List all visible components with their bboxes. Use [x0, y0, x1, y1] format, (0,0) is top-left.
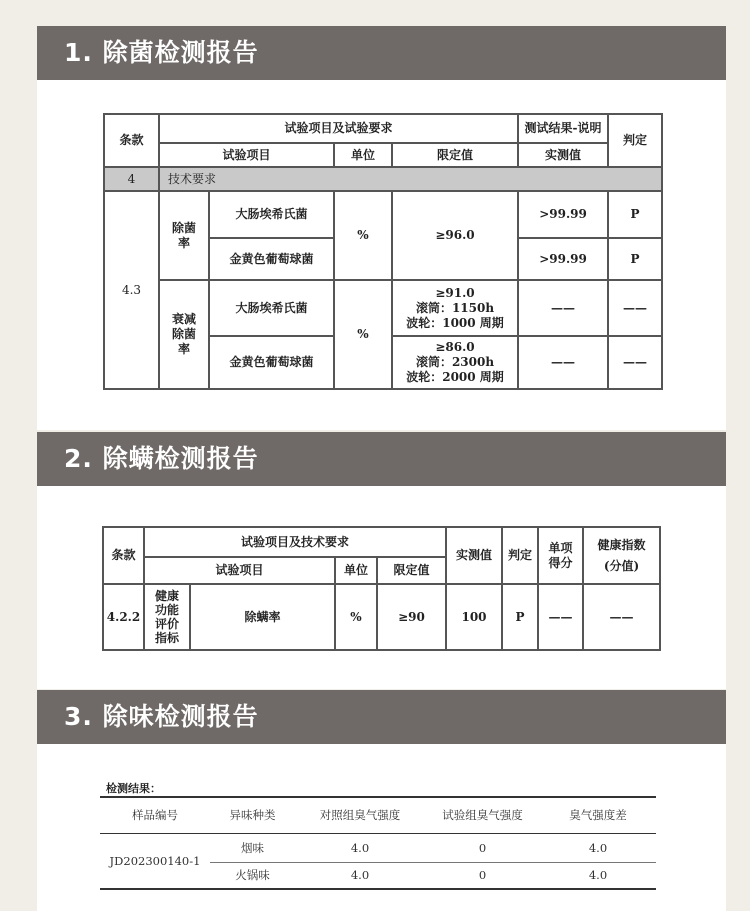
tech-requirement: 技术要求 — [159, 167, 662, 191]
header-clause: 条款 — [104, 114, 159, 167]
mite-score: —— — [538, 584, 583, 650]
header-test-item: 试验项目 — [159, 143, 334, 167]
mite-header-unit: 单位 — [335, 557, 377, 584]
odor-header-sample: 样品编号 — [132, 808, 178, 823]
odor-header-control: 对照组臭气强度 — [319, 808, 401, 823]
mite-limit: ≥90 — [377, 584, 446, 650]
mite-health-index: —— — [583, 584, 660, 650]
odor-control-1: 4.0 — [350, 840, 370, 855]
mite-clause: 4.2.2 — [103, 584, 144, 650]
section2-title: 2. 除螨检测报告 — [37, 432, 726, 486]
mite-unit: % — [335, 584, 377, 650]
section1-title: 1. 除菌检测报告 — [37, 26, 726, 80]
group1-measured-2: >99.99 — [518, 238, 608, 280]
mite-header-verdict: 判定 — [502, 527, 538, 584]
group2-verdict-1: —— — [608, 280, 662, 336]
header-measured: 实测值 — [518, 143, 608, 167]
limit-pulsator: 波轮：2000 周期 — [406, 370, 504, 384]
group1-label: 除菌率 — [159, 191, 209, 280]
odor-type-2: 火锅味 — [235, 868, 270, 883]
group2-limit-1 — [392, 280, 518, 336]
odor-test-1: 0 — [478, 840, 487, 855]
mite-category: 健康功能评价指标 — [144, 584, 190, 650]
header-result-desc: 测试结果-说明 — [518, 114, 608, 143]
mite-header-measured: 实测值 — [446, 527, 502, 584]
sterilization-table — [103, 113, 663, 390]
limit-value: ≥86.0 — [435, 340, 475, 354]
header-unit: 单位 — [334, 143, 392, 167]
tech-clause: 4 — [104, 167, 159, 191]
clause-4-3: 4.3 — [104, 191, 159, 389]
header-items-req: 试验项目及试验要求 — [159, 114, 518, 143]
odor-header-type: 异味种类 — [229, 808, 276, 823]
limit-pulsator: 波轮：1000 周期 — [406, 315, 504, 330]
mite-header-test-item: 试验项目 — [144, 557, 335, 584]
limit-drum: 滚筒：2300h — [415, 355, 495, 369]
detection-result-label: 检测结果： — [106, 782, 161, 795]
header-verdict: 判定 — [608, 114, 662, 167]
odor-diff-2: 4.0 — [588, 868, 608, 883]
odor-test-2: 0 — [478, 868, 487, 883]
group1-limit: ≥96.0 — [392, 191, 518, 280]
group1-measured-1: >99.99 — [518, 191, 608, 238]
group2-verdict-2: —— — [608, 336, 662, 389]
odor-header-diff: 臭气强度差 — [569, 808, 627, 823]
group1-verdict-1: P — [608, 191, 662, 238]
mite-measured: 100 — [446, 584, 502, 650]
group2-measured-1: —— — [518, 280, 608, 336]
group1-verdict-2: P — [608, 238, 662, 280]
header-limit: 限定值 — [392, 143, 518, 167]
group2-measured-2: —— — [518, 336, 608, 389]
section3-title: 3. 除味检测报告 — [37, 690, 726, 744]
mite-header-score: 单项得分 — [538, 527, 583, 584]
group1-item-2: 金黄色葡萄球菌 — [209, 238, 334, 280]
group2-item-2: 金黄色葡萄球菌 — [209, 336, 334, 389]
group2-label: 衰减除菌率 — [159, 280, 209, 389]
mite-header-health-index: 健康指数 (分值) — [583, 527, 660, 584]
group1-item-1: 大肠埃希氏菌 — [209, 191, 334, 238]
odor-sample-id: JD202300140-1 — [100, 833, 210, 889]
group2-item-1: 大肠埃希氏菌 — [209, 280, 334, 336]
odor-table — [100, 796, 656, 890]
limit-value: ≥91.0 — [435, 285, 475, 300]
group2-limit-2 — [392, 336, 518, 389]
mite-verdict: P — [502, 584, 538, 650]
group2-unit: % — [334, 280, 392, 389]
odor-control-2: 4.0 — [350, 868, 370, 883]
odor-header-test: 试验组臭气强度 — [442, 808, 523, 823]
mite-header-limit: 限定值 — [377, 557, 446, 584]
group1-unit: % — [334, 191, 392, 280]
mite-table — [102, 526, 661, 651]
mite-header-items-req: 试验项目及技术要求 — [144, 527, 446, 557]
limit-drum: 滚筒：1150h — [415, 300, 495, 315]
mite-header-clause: 条款 — [103, 527, 144, 584]
odor-type-1: 烟味 — [241, 840, 264, 855]
mite-item: 除螨率 — [190, 584, 335, 650]
odor-diff-1: 4.0 — [588, 840, 608, 855]
